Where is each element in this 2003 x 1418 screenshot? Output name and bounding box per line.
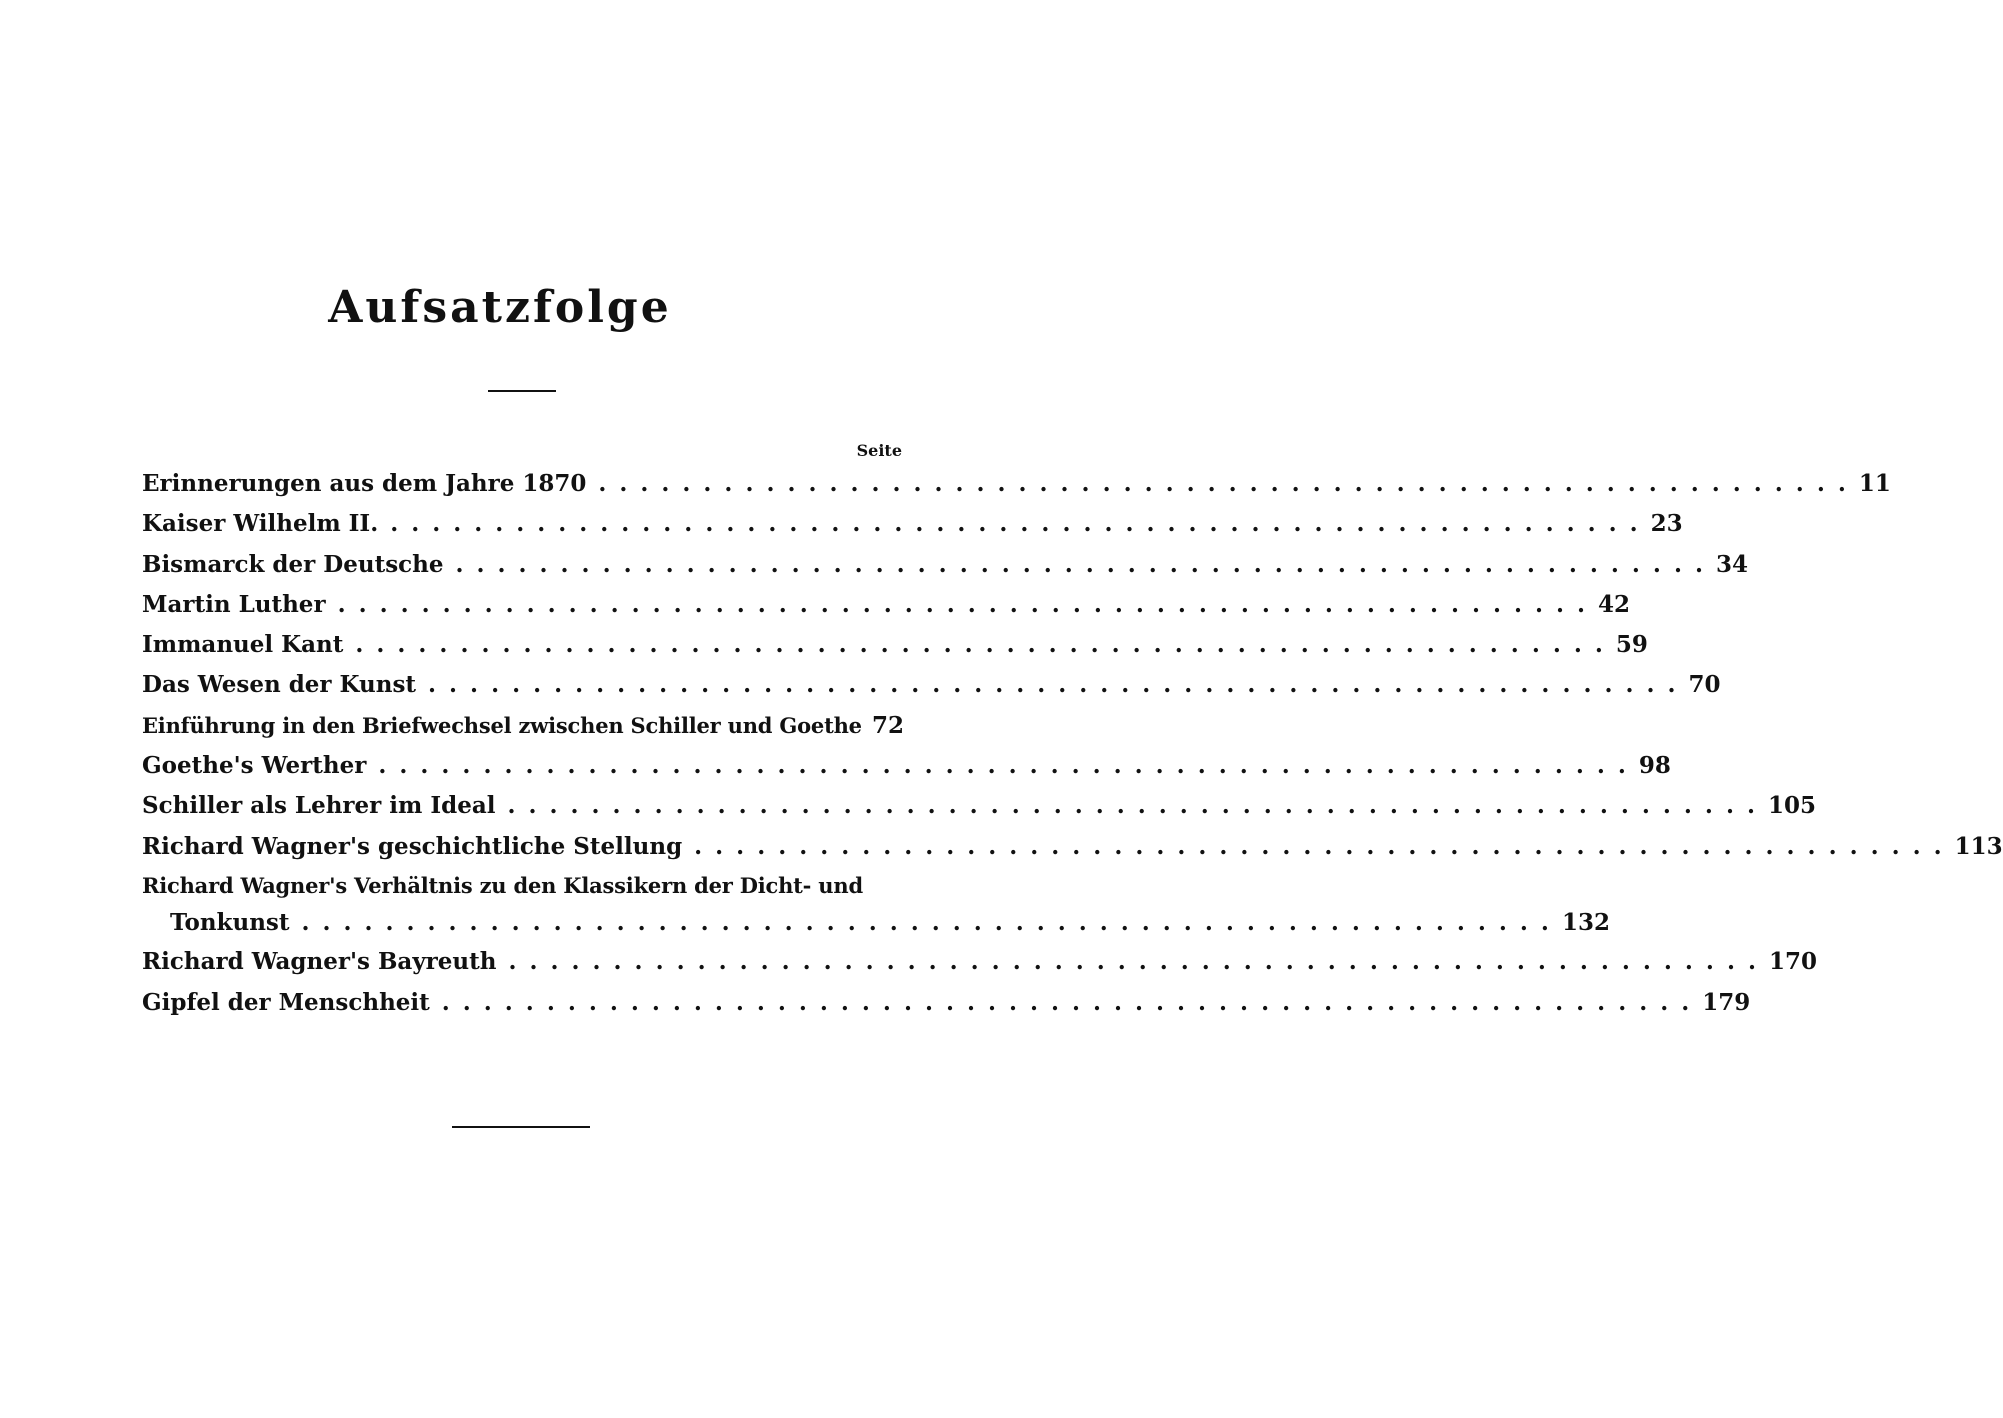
toc-leader-dots: ............................................................ [508, 948, 1769, 976]
toc-entry-title-continuation: Tonkunst [170, 908, 290, 936]
toc-entry-title: Goethe's Werther [142, 752, 367, 780]
toc-entry [142, 792, 1816, 832]
toc-entry-title: Gipfel der Menschheit [142, 988, 430, 1016]
toc-entry [142, 470, 1891, 510]
toc-entry-title: Erinnerungen aus dem Jahre 1870 [142, 470, 587, 497]
toc-entry-title: Richard Wagner's Verhältnis zu den Klassikern der Dicht- und [142, 872, 863, 898]
toc-entry-page: 179 [1702, 988, 1751, 1016]
toc-entry-page: 23 [1650, 510, 1683, 538]
toc-entry-page: 11 [1858, 470, 1891, 497]
toc-entry-title: Richard Wagner's Bayreuth [142, 948, 497, 976]
toc-entry [142, 550, 1748, 591]
toc-entry-page: 72 [871, 711, 904, 739]
toc-entry-title: Bismarck der Deutsche [142, 550, 444, 578]
toc-entry [142, 832, 2003, 873]
toc-entry-page: 59 [1615, 631, 1648, 659]
toc-leader-dots: ............................................................ [337, 590, 1599, 618]
toc-entry [142, 873, 904, 909]
toc-entry-title: Richard Wagner's geschichtliche Stellung [142, 832, 683, 860]
toc-leader-dots: ............................................................ [455, 550, 1716, 578]
toc-entry [142, 671, 1721, 711]
toc-entry [142, 712, 904, 752]
toc-entry-page: 132 [1561, 908, 1610, 936]
toc-entry-page: 34 [1715, 550, 1748, 578]
toc-entry-page: 170 [1768, 948, 1817, 976]
toc-leader-dots: ............................................................ [598, 470, 1859, 497]
toc-leader-dots: ............................................................ [441, 988, 1703, 1016]
page-column-label: Seite [856, 441, 902, 460]
bottom-divider [452, 1126, 590, 1128]
toc-leader-dots: ............................................................ [694, 832, 1955, 860]
toc-entry-page: 70 [1688, 671, 1721, 699]
toc-entry [142, 590, 1631, 631]
toc-entry-page: 42 [1598, 590, 1631, 618]
toc-leader-dots: ............................................................ [378, 752, 1639, 780]
toc-leader-dots: ............................................................ [390, 510, 1651, 538]
toc-entry [142, 752, 1671, 792]
toc-entry-title: Kaiser Wilhelm II. [142, 510, 379, 538]
toc-leader-dots: ............................................................ [507, 792, 1768, 820]
toc-entry [142, 988, 1751, 1029]
toc-entry-title: Schiller als Lehrer im Ideal [142, 792, 496, 820]
toc-entry-title: Immanuel Kant [142, 631, 344, 659]
page-title: Aufsatzfolge [328, 282, 672, 333]
toc-entry-title: Einführung in den Briefwechsel zwischen Schiller und Goethe [142, 712, 862, 738]
toc-entry [142, 948, 1817, 988]
table-of-contents [142, 470, 2003, 1029]
toc-leader-dots: ............................................................ [428, 671, 1689, 699]
top-divider [488, 390, 556, 392]
toc-leader-dots: ............................................................ [355, 631, 1616, 659]
toc-entry-page: 113 [1954, 832, 2003, 860]
toc-leader-dots: ............................................................ [301, 908, 1562, 936]
toc-entry-title: Das Wesen der Kunst [142, 671, 417, 699]
toc-entry-continuation [142, 908, 1610, 949]
toc-entry [142, 510, 1683, 550]
toc-entry-title: Martin Luther [142, 590, 326, 618]
toc-entry-page: 98 [1638, 752, 1671, 780]
toc-entry [142, 631, 1648, 671]
toc-entry-page: 105 [1767, 792, 1816, 820]
